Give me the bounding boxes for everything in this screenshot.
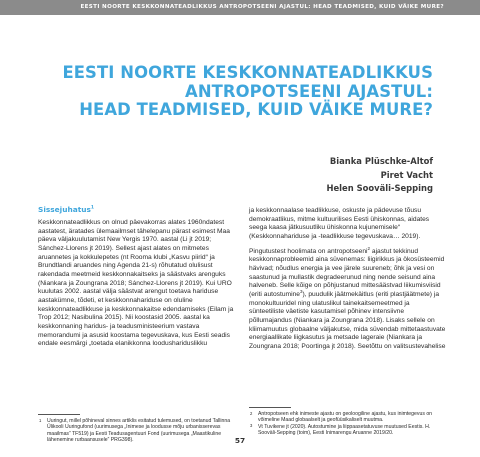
body-text: ajastut tekkinud keskkonnaprobleemid aina süvenemas: liigirikkus ja ökosüsteemid hävivad; nõudlus energia ja vee järele suureneb; õhk ja vesi on saastunud ja mullastik degradeerunud ning nende seisund aina halveneb. Selle kõige on põhjustanud mittesäästvad liikumisviisid (eriti autostumine: [249, 247, 445, 298]
section-heading: [38, 205, 235, 215]
footnote-text: Vt Tuvikene jt (2020). Autostumine ja liippaasetatuvuse muutused Eestis. H. Sooväli-Sepping (toim), Eesti Inimarengu Aruanne 2019/20.: [258, 423, 431, 436]
footnote-ref: 1: [90, 205, 95, 211]
right-column: [249, 207, 446, 352]
section-heading-text: Sissejuhatus: [38, 205, 91, 214]
running-header: [0, 0, 480, 15]
body-text: ), puudulik jäätmekäitlus (eriti plastjäätmete) ja monokultuuridel ning ulatuslikul tainekaitsemeetmed ja sünteetiliste väetiste kasutamisel põhinev intensiivne põllumajandus (Niankara ja Zoungrana 2018). Lisaks sellele on kliimamuutus globaalne väljakutse, mida süvendab mittetaastuvate energiaallikate liigkasutus ja metsade lageraie (Niankara ja Zoungrana 2018; Poortinga jt 2018). Seetõttu on valitsustevahelise: [249, 290, 446, 350]
author-list: [326, 155, 433, 196]
footnote: [249, 424, 446, 437]
footnote-ref: 2: [367, 245, 371, 251]
body-text: Pingutustest hoolimata on antropotseeni: [249, 247, 368, 255]
body-paragraph: [249, 245, 446, 352]
footnote-number: 2: [250, 410, 253, 416]
footnote-ref: 3: [299, 288, 303, 294]
article-title-line-3: HEAD TEADMISED, KUID VÄIKE MURE?: [79, 100, 433, 119]
left-column: [38, 205, 235, 349]
article-title-line-2: ANTROPOTSEENI AJASTUL:: [185, 81, 433, 101]
author-name: Helen Sooväli-Sepping: [326, 183, 433, 194]
author-name: Piret Vacht: [380, 169, 433, 180]
running-title: EESTI NOORTE KESKKONNATEADLIKKUS ANTROPOTSEENI AJASTUL: HEAD TEADMISED, KUID VÄIKE MURE?: [80, 4, 444, 10]
body-paragraph: ja keskkonnaalase teadlikkuse, oskuste ja pädevuse tõusu demokraatlikus, mitme kultuurilises Eesti ühiskonnas, aidates seega kaasa jätkusuutliku ühiskonna kujunemisele“ (Keskkonnahariduse ja -teadlikkuse tegevuskava… 2019).: [249, 207, 430, 240]
footnote-number: 3: [250, 423, 253, 429]
footnote-number: 1: [39, 417, 42, 423]
page-number: 57: [234, 436, 246, 445]
article-title: [3, 64, 433, 120]
footnote-text: Antropotseen ehk inimeste ajastu on geoloogiline ajastu, kus inimtegevus on võimeline Maad globaalselt ja geofüüsikaliselt muutma.: [258, 411, 433, 424]
footnote-divider: [249, 407, 291, 408]
body-paragraph: Keskkonnateadlikkus on olnud päevakorras alates 1960ndatest aastatest, äratades ülemaailmset tähelepanu pärast esimest Maa päeva väljakuulutamist New Yergis 1970. aastal (Li jt 2019; Sánchez-Llorens jt 2019). Sellest ajast alates on mitmetes aruannetes ja kokkulepetes (nt Rooma klubi „Kasvu piirid“ ja Brundtlandi aruandes ning Agenda 21-s) rõhutatud olulisust rakendada meetmeid keskkonnakaitseks ja säästvaks arenguks (Niankara ja Zoungrana 2018; Sánchez-Llorens jt 2019). Kui URO kuulutas 2002. aastal välja säästvat arengut toetava hariduse aastakümne, tõdeti, et keskkonnahariduse on oluline keskkonnateadlikkuse ja keskkonnakaitse edendamiseks (Eilam ja Trop 2012; Nasibulina 2015). Nii koostasid 2005. aastal ka keskkonnaning haridus- ja teadusministeerium vastava memorandumi ja asusid koostama tegevuskava, kus Eesti seadis endale eesmärgi „toetada elanikkonna loodushariduslikku: [38, 219, 234, 348]
footnote-text: Uuringut, millel põhineval sinnes artiklis esitatud tulemused, on toetanud Tallinna Ülikooli Uuringufond (uurimusega „Inimese ja loodusse mõju urbanisserevas maailmas“ TF519) ja Eesti Teadusagentuuri Fond (uurimusega „Maastikuline lähenemine rurbaansusele“ PRG398).: [47, 418, 231, 443]
footnotes-right: [249, 404, 446, 436]
footnote-divider: [38, 414, 80, 415]
footnote: [249, 411, 446, 424]
author-name: Bianka Plüschke-Altof: [329, 156, 433, 166]
article-title-line-1: EESTI NOORTE KESKKONNATEADLIKKUS: [62, 63, 433, 82]
